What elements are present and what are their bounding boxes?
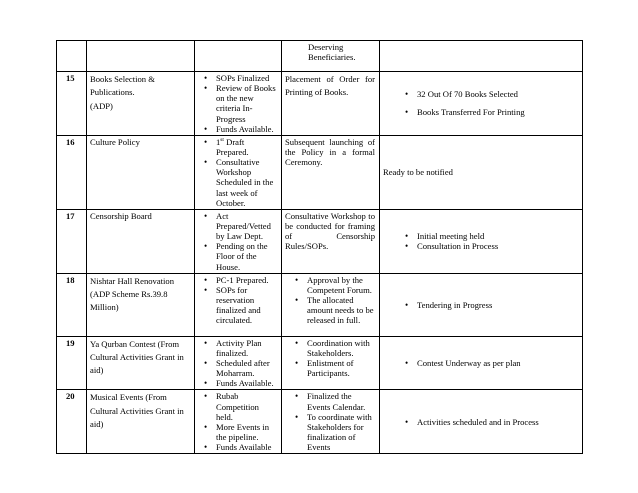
row-number: 17 [57,209,87,273]
status-cell [380,390,583,454]
next-steps-cell [282,390,380,454]
list-item: • Initial meeting held [417,231,578,241]
list-item: • Activities scheduled and in Process [417,417,578,427]
row-number: 19 [57,336,87,390]
list-item: • 1st Draft Prepared. [216,137,277,157]
table-row [57,336,583,390]
table-row-continued [57,41,583,72]
project-name: Ya Qurban Contest (From Cultural Activities Grant in aid) [87,336,195,390]
row-number: 16 [57,135,87,209]
cell-next-steps: Deserving Beneficiaries. [282,41,380,72]
project-name: Censorship Board [87,209,195,273]
next-steps-cell [282,336,380,390]
status-cell [380,209,583,273]
list-item: • Pending on the Floor of the House. [216,241,277,271]
list-item: • More Events in the pipeline. [216,422,277,442]
next-steps-cell: Subsequent launching of the Policy in a formal Ceremony. [282,135,380,209]
next-steps-cell [282,273,380,336]
list-item: • Enlistment of Participants. [307,358,375,378]
row-number: 15 [57,72,87,136]
row-number: 20 [57,390,87,454]
list-item: • Funds Available. [216,378,277,388]
table-row [57,390,583,454]
list-item: • Coordination with Stakeholders. [307,338,375,358]
list-item: • Review of Books on the new criteria In- Progress [216,83,277,124]
list-item: • Approval by the Competent Forum. [307,275,375,295]
project-name: Books Selection & Publications. (ADP) [87,72,195,136]
list-item: • Funds Available [216,442,277,452]
list-item: • Contest Underway as per plan [417,358,578,368]
table-row [57,135,583,209]
cell-progress [195,41,282,72]
list-item: • Act Prepared/Vetted by Law Dept. [216,211,277,241]
progress-cell [195,72,282,136]
list-item: • SOPs for reservation finalized and circulated. [216,285,277,326]
cell-status [380,41,583,72]
status-cell [380,336,583,390]
list-item: • Finalized the Events Calendar. [307,391,375,411]
list-item: • Rubab Competition held. [216,391,277,421]
list-item: • Activity Plan finalized. [216,338,277,358]
table-row [57,273,583,336]
list-item: • Books Transferred For Printing [417,107,578,117]
list-item: • 32 Out Of 70 Books Selected [417,89,578,99]
list-item: • Consultative Workshop Scheduled in the last week of October. [216,157,277,208]
progress-cell [195,390,282,454]
progress-cell [195,273,282,336]
progress-cell [195,336,282,390]
next-steps-cell: Consultative Workshop to be conducted for framing of Censorship Rules/SOPs. [282,209,380,273]
list-item: • To coordinate with Stakeholders for finalization of Events [307,412,375,453]
next-steps-cell: Placement of Order for Printing of Books. [282,72,380,136]
status-cell: Ready to be notified [380,135,583,209]
project-name: Musical Events (From Cultural Activities Grant in aid) [87,390,195,454]
list-item: • PC-1 Prepared. [216,275,277,285]
table-row [57,209,583,273]
list-item: • Consultation in Process [417,241,578,251]
status-cell [380,273,583,336]
progress-cell [195,209,282,273]
project-name: Culture Policy [87,135,195,209]
list-item: • Scheduled after Moharram. [216,358,277,378]
progress-cell [195,135,282,209]
status-cell [380,72,583,136]
progress-table [56,40,583,454]
list-item: • Funds Available. [216,124,277,134]
list-item: • SOPs Finalized [216,73,277,83]
cell-num [57,41,87,72]
list-item: • Tendering in Progress [417,300,578,310]
project-name: Nishtar Hall Renovation (ADP Scheme Rs.39.8 Million) [87,273,195,336]
table-row [57,72,583,136]
list-item: • The allocated amount needs to be released in full. [307,295,375,325]
row-number: 18 [57,273,87,336]
cell-project [87,41,195,72]
